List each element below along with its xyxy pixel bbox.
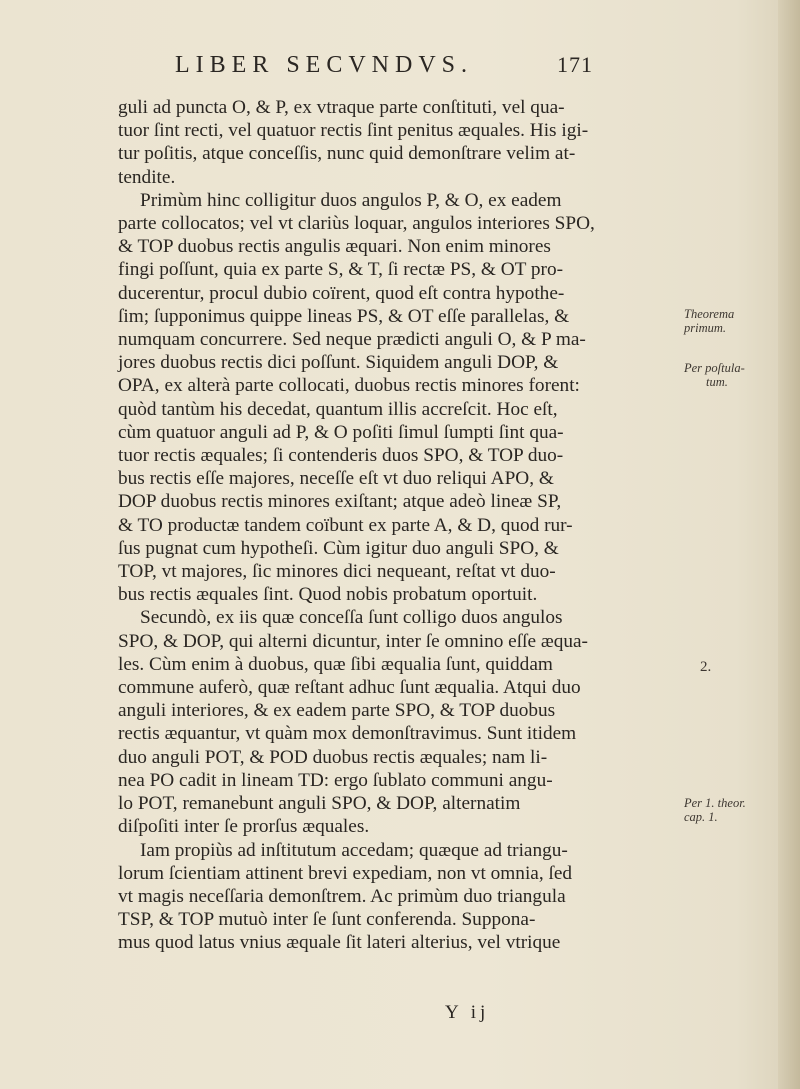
- text-line: duo anguli POT, & POD duobus rectis æquales; nam li-: [118, 746, 548, 768]
- text-line: TOP, vt majores, ſic minores dici nequeant, reſtat vt duo-: [118, 561, 556, 583]
- text-line: diſpoſiti inter ſe prorſus æquales.: [118, 816, 370, 838]
- text-line: tur poſitis, atque conceſſis, nunc quid demonſtrare velim at-: [118, 143, 576, 165]
- page-number: 171: [557, 52, 593, 77]
- text-line: Primùm hinc colligitur duos angulos P, & O, ex eadem: [140, 189, 562, 211]
- text-line: commune auferò, quæ reſtant adhuc ſunt æqualia. Atqui duo: [118, 677, 581, 699]
- text-line: mus quod latus vnius æquale ſit lateri alterius, vel vtrique: [118, 932, 561, 954]
- margin-note-theorema: [684, 307, 784, 335]
- page-edge: [778, 0, 800, 1089]
- text-line: nea PO cadit in lineam TD: ergo ſublato communi angu-: [118, 769, 553, 791]
- margin-note-line: Theorema: [684, 307, 735, 321]
- margin-note-line: cap. 1.: [684, 810, 718, 824]
- text-line: lorum ſcientiam attinent brevi expediam, non vt omnia, ſed: [118, 862, 573, 884]
- text-line: les. Cùm enim à duobus, quæ ſibi æqualia ſunt, quiddam: [118, 653, 553, 675]
- text-line: tuor ſint recti, vel quatuor rectis ſint penitus æquales. His igi-: [118, 120, 589, 142]
- text-line: cùm quatuor anguli ad P, & O poſiti ſimul ſumpti ſint qua-: [118, 421, 564, 443]
- text-line: tuor rectis æquales; ſi contenderis duos SPO, & TOP duo-: [118, 445, 564, 467]
- running-head: LIBER SECVNDVS.: [175, 52, 474, 78]
- page-header: [175, 52, 605, 79]
- text-line: TSP, & TOP mutuò inter ſe ſunt conferenda. Suppona-: [118, 909, 536, 931]
- text-line: bus rectis æquales ſint. Quod nobis probatum oportuit.: [118, 584, 538, 606]
- text-line: OPA, ex alterà parte collocati, duobus rectis minores forent:: [118, 375, 580, 397]
- text-line: SPO, & DOP, qui alterni dicuntur, inter ſe omnino eſſe æqua-: [118, 630, 588, 652]
- text-line: ducerentur, procul dubio coïrent, quod eſt contra hypothe-: [118, 282, 565, 304]
- text-line: DOP duobus rectis minores exiſtant; atque adeò lineæ SP,: [118, 491, 562, 513]
- text-line: tendite.: [118, 166, 176, 188]
- margin-number: 2.: [700, 659, 712, 675]
- text-line: Secundò, ex iis quæ conceſſa ſunt colligo duos angulos: [140, 607, 563, 629]
- text-line: rectis æquantur, vt quàm mox demonſtravimus. Sunt itidem: [118, 723, 577, 745]
- text-line: & TO productæ tandem coïbunt ex parte A, & D, quod rur-: [118, 514, 573, 536]
- text-line: quòd tantùm his decedat, quantum illis accreſcit. Hoc eſt,: [118, 398, 558, 420]
- text-line: lo POT, remanebunt anguli SPO, & DOP, alternatim: [118, 793, 521, 815]
- text-line: ſim; ſupponimus quippe lineas PS, & OT eſſe parallelas, &: [118, 305, 570, 327]
- margin-note-line: Per 1. theor.: [684, 796, 746, 810]
- text-line: fingi poſſunt, quia ex parte S, & T, ſi rectæ PS, & OT pro-: [118, 259, 564, 281]
- text-line: & TOP duobus rectis angulis æquari. Non enim minores: [118, 236, 551, 258]
- margin-note-number: [700, 660, 800, 674]
- text-line: parte collocatos; vel vt clariùs loquar, angulos interiores SPO,: [118, 213, 595, 235]
- signature-mark: Y ij: [445, 1002, 490, 1023]
- main-text: [118, 96, 666, 955]
- margin-note-line: tum.: [706, 375, 728, 389]
- margin-note-reference: [684, 796, 784, 824]
- margin-note-line: primum.: [684, 321, 727, 335]
- text-line: guli ad puncta O, & P, ex vtraque parte conſtituti, vel qua-: [118, 97, 565, 118]
- text-line: bus rectis eſſe majores, neceſſe eſt vt duo reliqui APO, &: [118, 468, 554, 490]
- margin-note-line: Per poſtula-: [684, 361, 745, 375]
- text-line: numquam concurrere. Sed neque prædicti anguli O, & P ma-: [118, 329, 586, 351]
- text-line: anguli interiores, & ex eadem parte SPO, & TOP duobus: [118, 700, 556, 722]
- text-line: Iam propiùs ad inſtitutum accedam; quæque ad triangu-: [140, 839, 568, 861]
- text-line: vt magis neceſſaria demonſtrem. Ac primùm duo triangula: [118, 885, 566, 907]
- margin-note-postulatum: [684, 361, 784, 389]
- text-line: ſus pugnat cum hypotheſi. Cùm igitur duo anguli SPO, &: [118, 537, 559, 559]
- text-line: jores duobus rectis dici poſſunt. Siquidem anguli DOP, &: [118, 352, 559, 374]
